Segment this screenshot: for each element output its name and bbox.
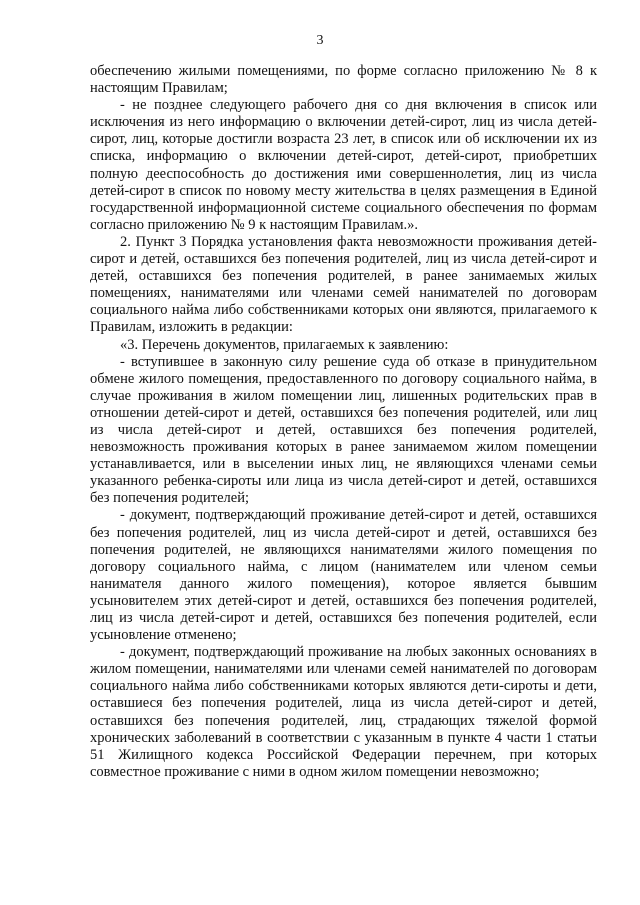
paragraph-list-item: - документ, подтверждающий проживание на любых законных основаниях в жилом помещении, нанимателями или членами семей нанимателей по договорам социального найма либо собственниками которых являются дети-сироты и дети, оставшиеся без попечения родителей, лица из числа детей-сирот и детей, оставшихся без попечения родителей, лиц, страдающих тяжелой формой хронических заболеваний в соответствии с указанным в пункте 4 части 1 статьи 51 Жилищного кодекса Российской Федерации перечнем, при которых совместное проживание с ними в одном жилом помещении невозможно; [90,644,597,780]
paragraph-section-2: 2. Пункт 3 Порядка установления факта невозможности проживания детей-сирот и детей, оставшихся без попечения родителей, лиц из числа детей-сирот и детей, оставшихся без попечения родителей, в ранее занимаемых жилых помещениях, нанимателями или членами семей нанимателей по договорам социального найма либо собственниками которых они являются, прилагаемого к Правилам, изложить в редакции: [90,233,597,336]
paragraph-list-item: - не позднее следующего рабочего дня со дня включения в список или исключения из него информацию о включении детей-сирот, лиц из числа детей-сирот, лиц, которые достигли возраста 23 лет, в список или об исключении их из списка, информацию о включении детей-сирот, детей-сирот, приобретших полную дееспособность до достижения ими совершеннолетия, лиц из числа детей-сирот в список по новому месту жительства в целях размещения в Единой государственной информационной системе социального обеспечения по формам согласно приложению № 9 к настоящим Правилам.». [90,97,597,233]
paragraph-clause-3-heading: «3. Перечень документов, прилагаемых к заявлению: [120,336,449,353]
page-number: 3 [316,33,324,48]
document-body [90,63,597,781]
paragraph-list-item: - документ, подтверждающий проживание детей-сирот и детей, оставшихся без попечения родителей, лиц из числа детей-сирот и детей, оставшихся без попечения родителей, не являющихся нанимателями жилого помещения по договору социального найма, с лицом (нанимателем или членом семьи нанимателя данного жилого помещения), которое является бывшим усыновителем этих детей-сирот и детей, оставшихся без попечения родителей, лиц из числа детей-сирот и детей, оставшихся без попечения родителей, если усыновление отменено; [90,507,597,644]
paragraph-list-item: - вступившее в законную силу решение суда об отказе в принудительном обмене жилого помещения, предоставленного по договору социального найма, в случае проживания в жилом помещении лиц, лишенных родительских прав в отношении детей-сирот и детей, оставшихся без попечения родителей, или лиц из числа детей-сирот и детей, оставшихся без попечения родителей, невозможность проживания которых в ранее занимаемом жилом помещении устанавливается, или в выселении иных лиц, не являющихся членами семьи указанного ребенка-сироты или лица из числа детей-сирот и детей, оставшихся без попечения родителей; [90,353,597,507]
paragraph-continuation: обеспечению жилыми помещениями, по форме согласно приложению № 8 к настоящим Правилам; [90,63,597,97]
